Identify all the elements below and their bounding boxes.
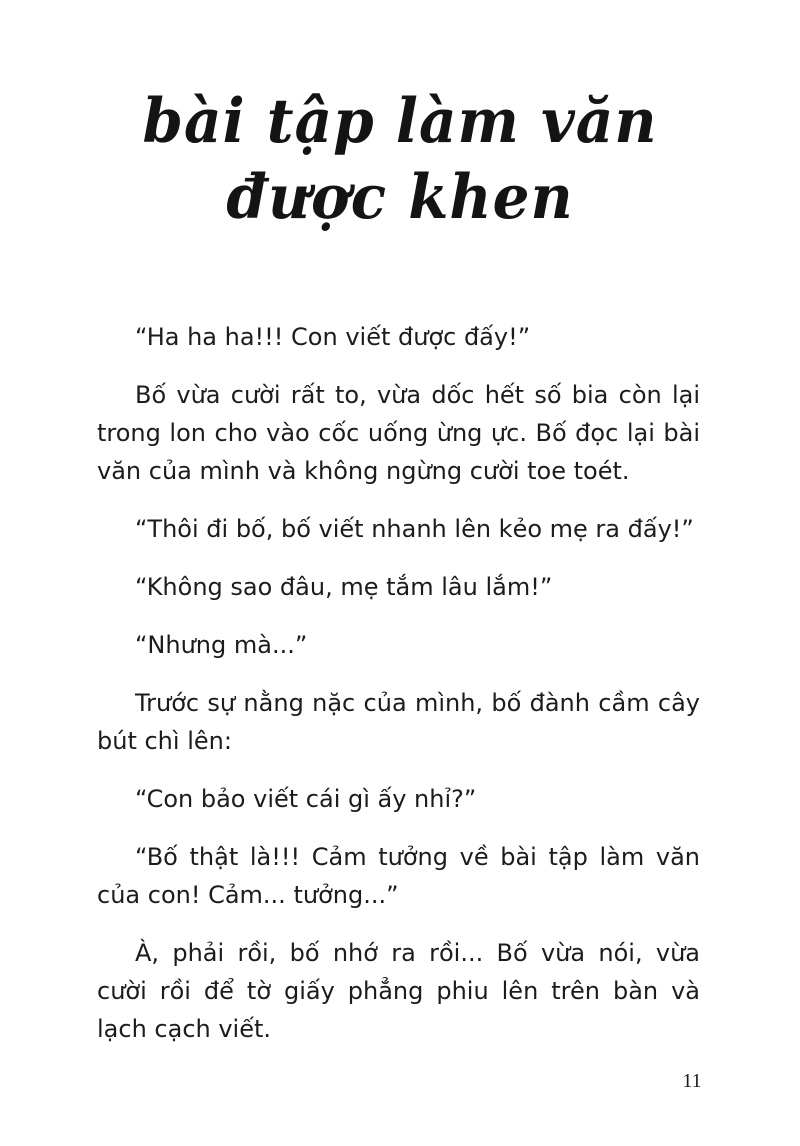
chapter-title-line-1: bài tập làm văn	[142, 85, 658, 157]
paragraph: “Con bảo viết cái gì ấy nhỉ?”	[135, 785, 477, 813]
paragraph: Bố vừa cười rất to, vừa dốc hết số bia còn lại trong lon cho vào cốc uống ừng ực. Bố đọc lại bài văn của mình và không ngừng cười toe toét.	[97, 381, 700, 485]
paragraph: “Nhưng mà...”	[135, 631, 308, 659]
paragraph: À, phải rồi, bố nhớ ra rồi... Bố vừa nói, vừa cười rồi để tờ giấy phẳng phiu lên trên bàn và lạch cạch viết.	[97, 939, 700, 1043]
paragraph: “Bố thật là!!! Cảm tưởng về bài tập làm văn của con! Cảm... tưởng...”	[97, 843, 700, 909]
page-number: 11	[682, 1070, 702, 1092]
chapter-body	[97, 318, 700, 1068]
paragraph: Trước sự nằng nặc của mình, bố đành cầm cây bút chì lên:	[97, 689, 700, 755]
paragraph: “Không sao đâu, mẹ tắm lâu lắm!”	[135, 573, 553, 601]
paragraph: “Ha ha ha!!! Con viết được đấy!”	[135, 323, 531, 351]
chapter-title-line-2: được khen	[226, 161, 574, 233]
paragraph: “Thôi đi bố, bố viết nhanh lên kẻo mẹ ra đấy!”	[135, 515, 694, 543]
